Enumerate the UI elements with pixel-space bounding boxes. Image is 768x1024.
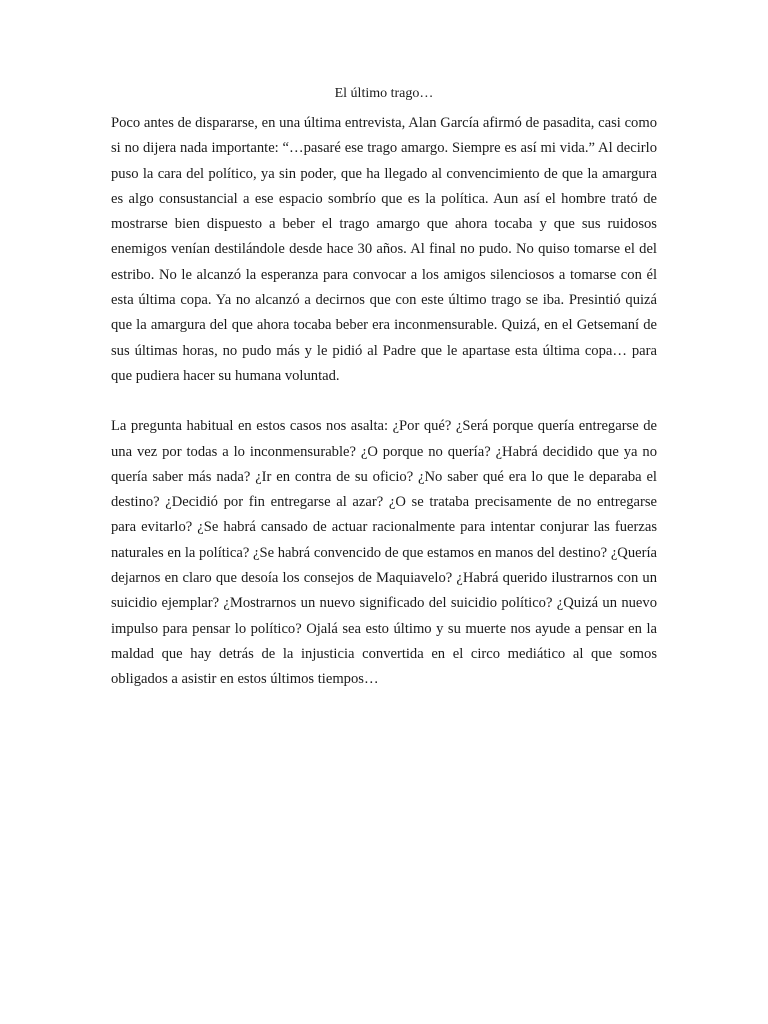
document-page xyxy=(111,84,657,693)
paragraph-1: Poco antes de dispararse, en una última entrevista, Alan García afirmó de pasadita, casi como si no dijera nada importante: “…pasaré ese trago amargo. Siempre es así mi vida.” Al decirlo puso la cara del político, ya sin poder, que ha llegado al convencimiento de que la amargura es algo consustancial a ese espacio sombrío que es la política. Aun así el hombre trató de mostrarse bien dispuesto a beber el trago amargo que ahora tocaba y que sus ruidosos enemigos venían destilándole desde hace 30 años. Al final no pudo. No quiso tomarse el del estribo. No le alcanzó la esperanza para convocar a los amigos silenciosos a tomarse con él esta última copa. Ya no alcanzó a decirnos que con este último trago se iba. Presintió quizá que la amargura del que ahora tocaba beber era inconmensurable. Quizá, en el Getsemaní de sus últimas horas, no pudo más y le pidió al Padre que le apartase esta última copa… para que pudiera hacer su humana voluntad. xyxy=(111,115,657,384)
paragraph-2: La pregunta habitual en estos casos nos asalta: ¿Por qué? ¿Será porque quería entregarse de una vez por todas a lo inconmensurable? ¿O porque no quería? ¿Habrá decidido que ya no quería saber más nada? ¿Ir en contra de su oficio? ¿No saber qué era lo que le deparaba el destino? ¿Decidió por fin entregarse al azar? ¿O se trataba precisamente de no entregarse para evitarlo? ¿Se habrá cansado de actuar racionalmente para intentar conjurar las fuerzas naturales en la política? ¿Se habrá convencido de que estamos en manos del destino? ¿Quería dejarnos en claro que desoía los consejos de Maquiavelo? ¿Habrá querido ilustrarnos con un suicidio ejemplar? ¿Mostrarnos un nuevo significado del suicidio político? ¿Quizá un nuevo impulso para pensar lo político? Ojalá sea esto último y su muerte nos ayude a pensar en la maldad que hay detrás de la injusticia convertida en el circo mediático al que somos obligados a asistir en estos últimos tiempos… xyxy=(111,418,657,688)
document-title: El último trago… xyxy=(334,86,434,101)
